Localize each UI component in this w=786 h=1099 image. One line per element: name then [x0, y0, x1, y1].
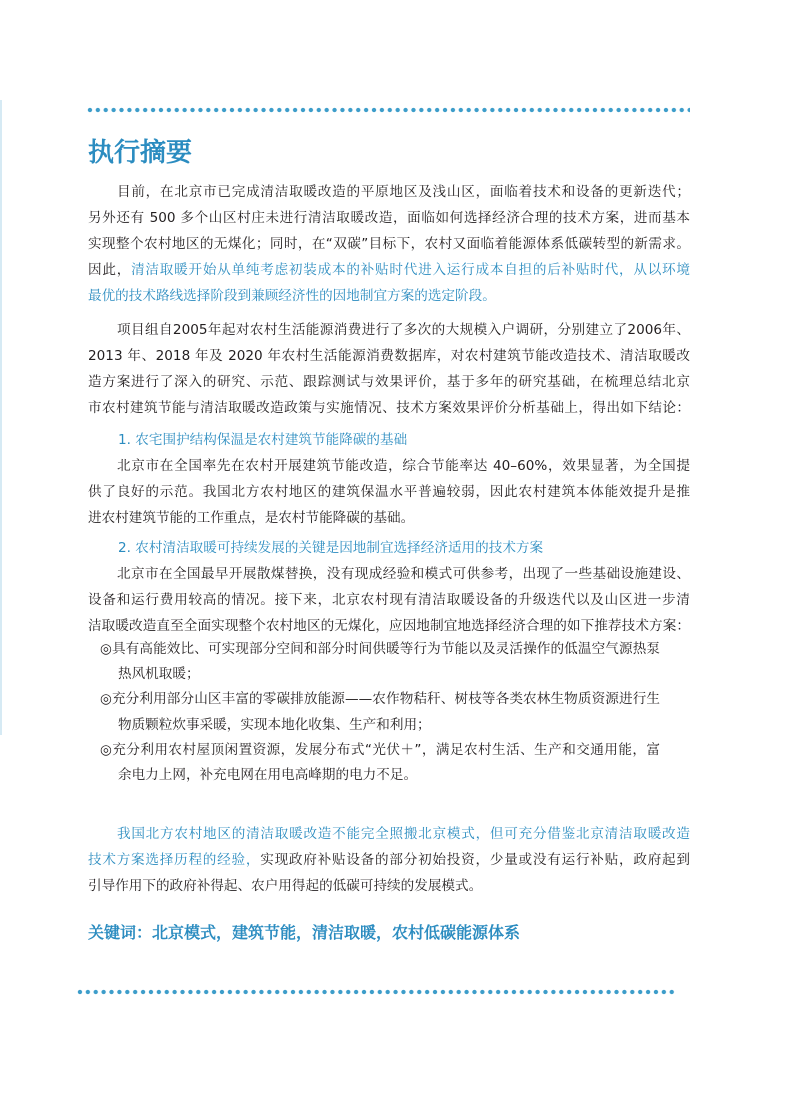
background-line: 2013 年、2018 年及 2020 年农村生活能源消费数据库，对农村建筑节能改造技术、清洁取暖改 — [88, 348, 690, 364]
conclusion-line: 北京市在全国率先在农村开展建筑节能改造，综合节能率达 40–60%，效果显著，为全国提 — [117, 458, 690, 474]
conclusion-line: 北京市在全国最早开展散煤替换，没有现成经验和模式可供参考，出现了一些基础设施建设、 — [117, 566, 690, 582]
conclusion-line: 设备和运行费用较高的情况。接下来，北京农村现有清洁取暖设备的升级迭代以及山区进一步清 — [88, 592, 690, 608]
outlook-line — [88, 847, 690, 873]
top-dotted-divider — [86, 107, 690, 113]
background-line: 项目组自2005年起对农村生活能源消费进行了多次的大规模入户调研，分别建立了2006年、 — [117, 322, 690, 338]
recommendation-item: ◎充分利用农村屋顶闲置资源，发展分布式“光伏＋”，满足农村生活、生产和交通用能，富 — [100, 741, 660, 758]
recommendation-item-continued: 物质颗粒炊事采暖，实现本地化收集、生产和利用； — [118, 716, 431, 733]
background-paragraph — [88, 317, 690, 421]
background-line: 造方案进行了深入的研究、示范、跟踪测试与效果评价，基于多年的研究基础，在梳理总结北京 — [88, 374, 690, 390]
conclusion-line: 进农村建筑节能的工作重点，是农村节能降碳的基础。 — [88, 510, 415, 526]
recommendation-item-continued: 余电力上网，补充电网在用电高峰期的电力不足。 — [118, 766, 418, 783]
bottom-dotted-divider — [76, 989, 676, 995]
conclusion-1-heading — [88, 427, 690, 453]
conclusion-line: 供了良好的示范。我国北方农村地区的建筑保温水平普遍较弱，因此农村建筑本体能效提升是推 — [88, 484, 690, 500]
conclusion-2-body — [88, 561, 690, 639]
conclusion-2-heading — [88, 535, 690, 561]
recommendation-item: ◎充分利用部分山区丰富的零碳排放能源——农作物秸秆、树枝等各类农林生物质资源进行生 — [100, 691, 660, 708]
intro-line: 实现整个农村地区的无煤化；同时，在“双碳”目标下，农村又面临着能源体系低碳转型的新需求。 — [88, 236, 690, 252]
keywords: 关键词：北京模式，建筑节能，清洁取暖，农村低碳能源体系 — [88, 923, 521, 942]
conclusion-1-body — [88, 453, 690, 531]
background-line: 市农村建筑节能与清洁取暖改造政策与实施情况、技术方案效果评价分析基础上，得出如下结论： — [88, 400, 690, 416]
conclusion-heading-text: 2. 农村清洁取暖可持续发展的关键是因地制宜选择经济适用的技术方案 — [118, 540, 544, 556]
intro-line: 另外还有 500 多个山区村庄未进行清洁取暖改造，面临如何选择经济合理的技术方案，进而基本 — [88, 210, 690, 226]
recommendation-list — [100, 637, 660, 788]
conclusion-line: 洁取暖改造直至全面实现整个农村地区的无煤化，应因地制宜地选择经济合理的如下推荐技术方案： — [88, 618, 690, 634]
intro-highlight-line: 最优的技术路线选择阶段到兼顾经济性的因地制宜方案的选定阶段。 — [88, 288, 496, 304]
outlook-text: 实现政府补贴设备的部分初始投资，少量或没有运行补贴，政府起到 — [260, 852, 691, 868]
intro-highlight: 清洁取暖开始从单纯考虑初装成本的补贴时代进入运行成本自担的后补贴时代，从以环境 — [131, 262, 691, 278]
page-edge-line — [0, 100, 2, 735]
recommendation-item: ◎具有高能效比、可实现部分空间和部分时间供暖等行为节能以及灵活操作的低温空气源热泵 — [100, 641, 660, 657]
outlook-highlight-line: 我国北方农村地区的清洁取暖改造不能完全照搬北京模式，但可充分借鉴北京清洁取暖改造 — [117, 826, 690, 842]
recommendation-item-continued: 热风机取暖； — [118, 666, 200, 683]
intro-line: 目前，在北京市已完成清洁取暖改造的平原地区及浅山区，面临着技术和设备的更新迭代； — [117, 184, 690, 200]
intro-paragraph — [88, 179, 690, 309]
intro-text: 因此， — [88, 262, 132, 278]
outlook-paragraph — [88, 821, 690, 899]
outlook-line: 引导作用下的政府补得起、农户用得起的低碳可持续的发展模式。 — [88, 878, 483, 894]
outlook-highlight: 技术方案选择历程的经验， — [88, 852, 261, 868]
conclusion-heading-text: 1. 农宅围护结构保温是农村建筑节能降碳的基础 — [118, 432, 408, 448]
intro-line — [88, 257, 690, 283]
page-title: 执行摘要 — [88, 138, 193, 168]
